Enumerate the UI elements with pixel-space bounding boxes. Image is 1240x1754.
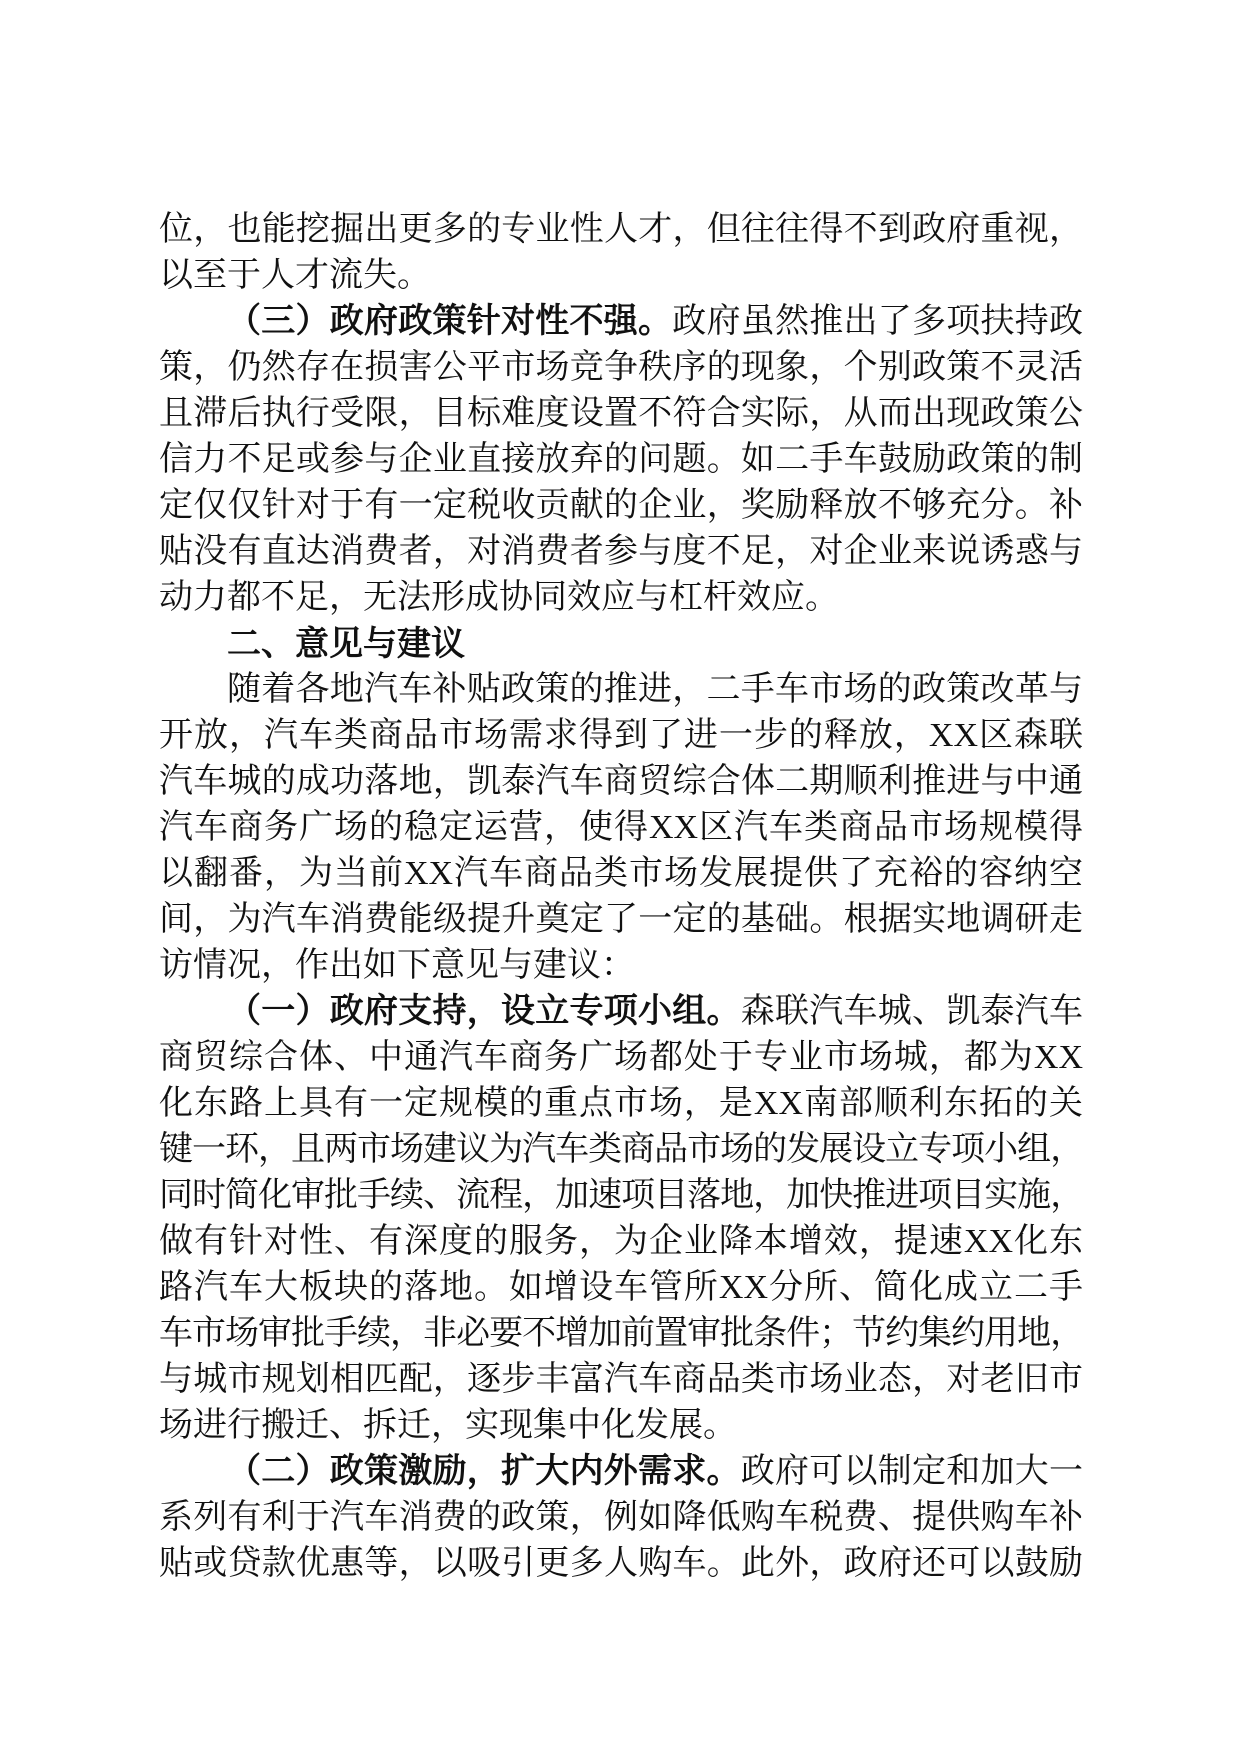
text-line: 随着各地汽车补贴政策的推进，二手车市场的政策改革与 bbox=[227, 671, 1083, 708]
text-line: 商贸综合体、中通汽车商务广场都处于专业市场城，都为XX bbox=[159, 1039, 1083, 1076]
text-line: 以至于人才流失。 bbox=[159, 257, 431, 294]
text-segment: 政府可以制定和加大一 bbox=[740, 1453, 1083, 1490]
text-line: 汽车城的成功落地，凯泰汽车商贸综合体二期顺利推进与中通 bbox=[159, 763, 1083, 800]
point-1-paragraph bbox=[159, 989, 1083, 1449]
intro-paragraph bbox=[159, 667, 1083, 989]
text-line bbox=[159, 1449, 1083, 1495]
text-line: 同时简化审批手续、流程，加速项目落地，加快推进项目实施， bbox=[159, 1177, 1083, 1214]
text-segment: 森联汽车城、凯泰汽车 bbox=[740, 993, 1083, 1030]
text-line bbox=[159, 989, 1083, 1035]
point-3-paragraph bbox=[159, 299, 1083, 621]
text-line: 且滞后执行受限，目标难度设置不符合实际，从而出现政策公 bbox=[159, 395, 1083, 432]
text-line: 键一环，且两市场建议为汽车类商品市场的发展设立专项小组， bbox=[159, 1131, 1083, 1168]
section-heading: 二、意见与建议 bbox=[227, 624, 465, 664]
text-line: 信力不足或参与企业直接放弃的问题。如二手车鼓励政策的制 bbox=[159, 441, 1083, 478]
text-line: 车市场审批手续，非必要不增加前置审批条件；节约集约用地， bbox=[159, 1315, 1083, 1352]
text-segment: 政府虽然推出了多项扶持政 bbox=[672, 303, 1083, 340]
text-line: 以翻番，为当前XX汽车商品类市场发展提供了充裕的容纳空 bbox=[159, 855, 1083, 892]
text-line: 位，也能挖掘出更多的专业性人才，但往往得不到政府重视， bbox=[159, 211, 1083, 248]
text-line bbox=[159, 299, 1083, 345]
text-line: 动力都不足，无法形成协同效应与杠杆效应。 bbox=[159, 579, 839, 616]
point-3-heading: （三）政府政策针对性不强。 bbox=[227, 303, 673, 340]
body-text bbox=[159, 207, 1083, 1587]
text-line: 与城市规划相匹配，逐步丰富汽车商品类市场业态，对老旧市 bbox=[159, 1361, 1083, 1398]
text-line: 定仅仅针对于有一定税收贡献的企业，奖励释放不够充分。补 bbox=[159, 487, 1083, 524]
text-line: 汽车商务广场的稳定运营，使得XX区汽车类商品市场规模得 bbox=[159, 809, 1083, 846]
text-line: 贴或贷款优惠等，以吸引更多人购车。此外，政府还可以鼓励 bbox=[159, 1545, 1083, 1582]
text-line: 做有针对性、有深度的服务，为企业降本增效，提速XX化东 bbox=[159, 1223, 1083, 1260]
text-line: 访情况，作出如下意见与建议： bbox=[159, 947, 635, 984]
text-line: 开放，汽车类商品市场需求得到了进一步的释放，XX区森联 bbox=[159, 717, 1083, 754]
text-line: 贴没有直达消费者，对消费者参与度不足，对企业来说诱惑与 bbox=[159, 533, 1083, 570]
point-2-paragraph bbox=[159, 1449, 1083, 1587]
text-line: 间，为汽车消费能级提升奠定了一定的基础。根据实地调研走 bbox=[159, 901, 1083, 938]
point-2-heading: （二）政策激励，扩大内外需求。 bbox=[227, 1453, 741, 1490]
text-line: 化东路上具有一定规模的重点市场，是XX南部顺利东拓的关 bbox=[159, 1085, 1083, 1122]
point-1-heading: （一）政府支持，设立专项小组。 bbox=[227, 993, 741, 1030]
text-line: 路汽车大板块的落地。如增设车管所XX分所、简化成立二手 bbox=[159, 1269, 1083, 1306]
text-line: 场进行搬迁、拆迁，实现集中化发展。 bbox=[159, 1407, 737, 1444]
text-line: 系列有利于汽车消费的政策，例如降低购车税费、提供购车补 bbox=[159, 1499, 1083, 1536]
carryover-paragraph bbox=[159, 207, 1083, 299]
text-line: 策，仍然存在损害公平市场竞争秩序的现象，个别政策不灵活 bbox=[159, 349, 1083, 386]
